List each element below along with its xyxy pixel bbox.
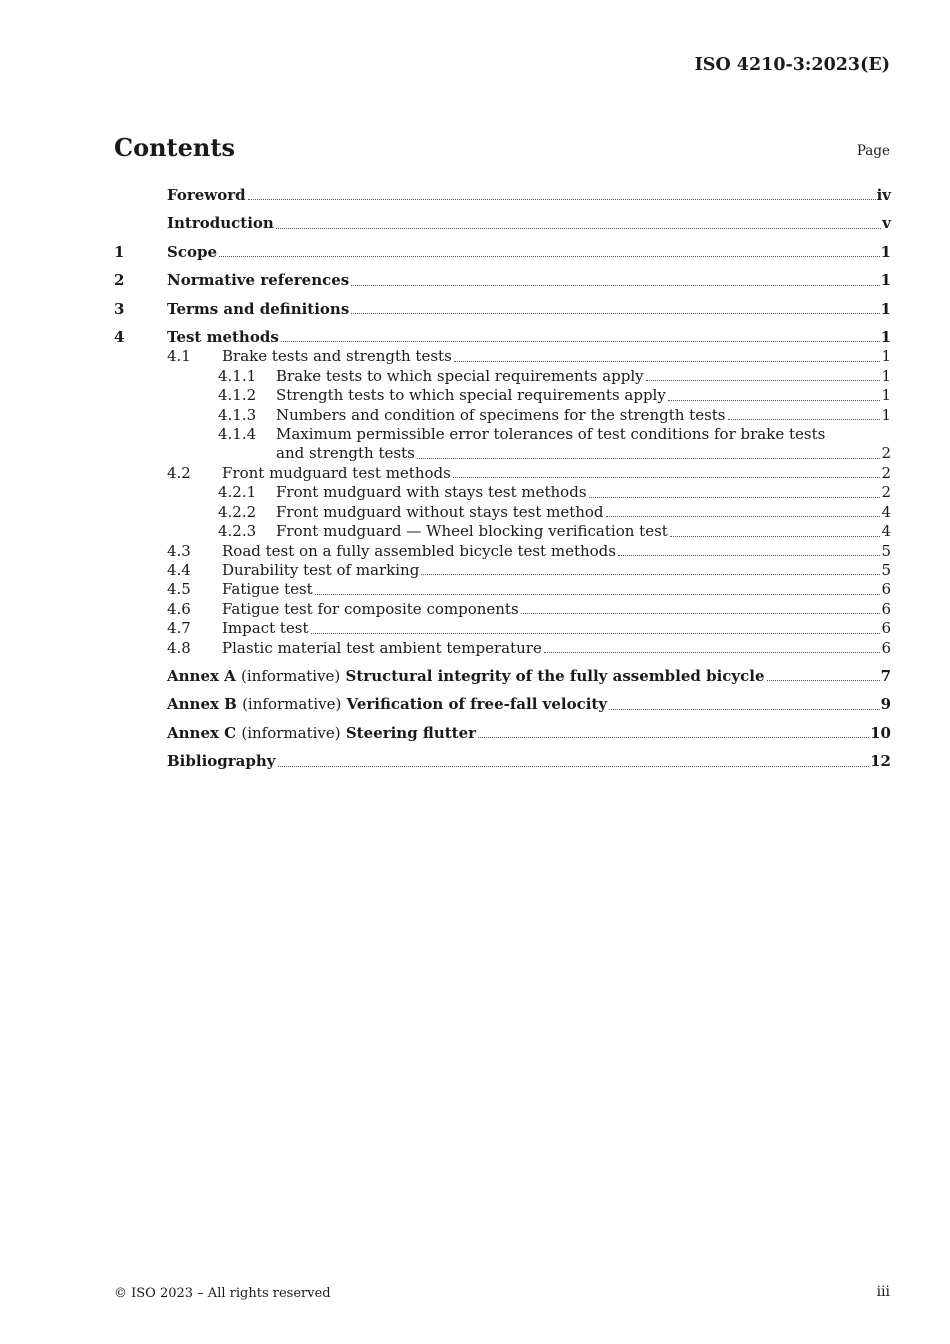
toc-entry[interactable] xyxy=(114,667,891,686)
toc-dot-leader xyxy=(421,574,880,575)
toc-entry-title: Bibliography xyxy=(167,752,276,771)
toc-entry-number: 4 xyxy=(114,328,125,347)
toc-entry-page: 2 xyxy=(881,444,891,463)
toc-dot-leader xyxy=(454,361,881,362)
toc-entry-page: 1 xyxy=(880,299,891,318)
toc-entry-page: 6 xyxy=(881,619,891,638)
toc-entry-page: 6 xyxy=(881,580,891,599)
toc-entry-title: Terms and definitions xyxy=(167,299,350,318)
toc-entry-title: Normative references xyxy=(167,271,350,290)
toc-entry[interactable] xyxy=(114,300,891,319)
toc-entry-title: Fatigue test xyxy=(222,580,313,599)
toc-dot-leader xyxy=(767,680,880,681)
annex-label: Annex B xyxy=(167,695,237,714)
toc-entry-number: 4.5 xyxy=(167,580,191,599)
toc-entry-page: 1 xyxy=(881,366,891,385)
toc-dot-leader xyxy=(544,652,881,653)
toc-entry[interactable] xyxy=(114,580,891,599)
toc-entry[interactable] xyxy=(114,243,891,262)
annex-label: Annex A xyxy=(167,666,236,685)
toc-entry[interactable] xyxy=(114,186,891,205)
toc-entry[interactable] xyxy=(114,328,891,347)
toc-dot-leader xyxy=(351,313,879,314)
toc-entry-page: 4 xyxy=(881,502,891,521)
toc-entry[interactable] xyxy=(114,214,891,233)
toc-dot-leader xyxy=(281,341,880,342)
toc-entry-number: 4.3 xyxy=(167,541,191,560)
toc-entry[interactable] xyxy=(114,600,891,619)
toc-dot-leader xyxy=(311,633,881,634)
annex-informative-label: (informative) xyxy=(242,695,342,714)
toc-dot-leader xyxy=(478,737,869,738)
toc-dot-leader xyxy=(728,419,881,420)
toc-dot-leader xyxy=(248,199,876,200)
toc-dot-leader xyxy=(646,380,881,381)
toc-entry-page: 2 xyxy=(881,483,891,502)
toc-entry[interactable] xyxy=(114,406,891,425)
toc-entry-number: 4.4 xyxy=(167,560,191,579)
toc-entry-page: v xyxy=(882,214,891,233)
toc-dot-leader xyxy=(276,228,881,229)
toc-entry-number: 4.6 xyxy=(167,599,191,618)
toc-entry-page: 4 xyxy=(881,522,891,541)
toc-dot-leader xyxy=(278,766,870,767)
toc-entry-title: Brake tests and strength tests xyxy=(222,347,452,366)
toc-entry-title: Front mudguard — Wheel blocking verification test xyxy=(276,522,668,541)
annex-title: Structural integrity of the fully assembled bicycle xyxy=(345,666,765,685)
toc-entry-title: Impact test xyxy=(222,619,309,638)
toc-entry[interactable] xyxy=(114,522,891,541)
toc-entry[interactable] xyxy=(114,367,891,386)
toc-entry-page: 10 xyxy=(870,723,891,742)
toc-dot-leader xyxy=(609,709,879,710)
toc-entry-page: 2 xyxy=(881,463,891,482)
toc-entry-title: Front mudguard with stays test methods xyxy=(276,483,587,502)
toc-entry-page: 1 xyxy=(880,271,891,290)
toc-entry-continuation[interactable] xyxy=(114,444,891,463)
toc-entry-page: 1 xyxy=(880,328,891,347)
toc-entry-title: Durability test of marking xyxy=(222,560,420,579)
toc-entry-page: iv xyxy=(876,186,891,204)
toc-entry[interactable] xyxy=(114,752,891,771)
toc-entry-page: 7 xyxy=(880,666,891,685)
toc-entry-number: 4.2 xyxy=(167,463,191,482)
toc-dot-leader xyxy=(351,285,879,286)
toc-entry[interactable] xyxy=(114,695,891,714)
toc-entry-page: 1 xyxy=(881,405,891,424)
toc-entry-number: 4.1 xyxy=(167,347,191,366)
toc-entry-number: 3 xyxy=(114,299,125,318)
toc-entry-page: 9 xyxy=(880,695,891,714)
toc-entry-title: Test methods xyxy=(167,328,279,347)
toc-entry[interactable] xyxy=(114,619,891,638)
table-of-contents xyxy=(114,186,891,772)
toc-entry-title: Maximum permissible error tolerances of test conditions for brake tests xyxy=(276,425,826,444)
toc-entry[interactable] xyxy=(114,347,891,366)
toc-entry-number: 4.1.1 xyxy=(218,366,257,385)
toc-entry[interactable] xyxy=(114,425,891,444)
toc-dot-leader xyxy=(315,594,881,595)
contents-heading: Contents xyxy=(114,133,235,162)
toc-entry-title: Strength tests to which special requirements apply xyxy=(276,386,666,405)
toc-entry[interactable] xyxy=(114,542,891,561)
toc-dot-leader xyxy=(453,477,881,478)
toc-entry-number: 4.1.2 xyxy=(218,386,257,405)
toc-entry[interactable] xyxy=(114,561,891,580)
toc-entry[interactable] xyxy=(114,386,891,405)
toc-dot-leader xyxy=(668,400,881,401)
toc-dot-leader xyxy=(670,536,881,537)
toc-entry-page: 6 xyxy=(881,599,891,618)
toc-entry-page: 1 xyxy=(881,386,891,405)
toc-entry-title: Front mudguard test methods xyxy=(222,463,451,482)
toc-entry-number: 4.2.1 xyxy=(218,483,257,502)
toc-entry-page: 12 xyxy=(870,752,891,771)
toc-entry-number: 4.2.3 xyxy=(218,522,257,541)
toc-entry[interactable] xyxy=(114,503,891,522)
toc-entry[interactable] xyxy=(114,639,891,658)
toc-entry-title-continued: and strength tests xyxy=(276,444,415,463)
toc-entry-title xyxy=(167,667,765,686)
toc-dot-leader xyxy=(219,256,880,257)
toc-entry-title: Brake tests to which special requirements apply xyxy=(276,366,644,385)
toc-entry-page: 5 xyxy=(881,560,891,579)
toc-entry-title: Road test on a fully assembled bicycle test methods xyxy=(222,541,616,560)
footer-page-number: iii xyxy=(876,1284,890,1300)
toc-entry-page: 6 xyxy=(881,638,891,657)
toc-entry-title: Numbers and condition of specimens for the strength tests xyxy=(276,405,726,424)
toc-dot-leader xyxy=(589,497,881,498)
toc-entry-number: 4.7 xyxy=(167,619,191,638)
annex-label: Annex C xyxy=(167,723,237,742)
toc-entry-title: Front mudguard without stays test method xyxy=(276,502,604,521)
annex-informative-label: (informative) xyxy=(241,666,341,685)
toc-entry-title xyxy=(167,695,607,714)
toc-entry-title: Foreword xyxy=(167,186,246,204)
toc-entry[interactable] xyxy=(114,464,891,483)
annex-title: Steering flutter xyxy=(345,723,477,742)
toc-entry-title xyxy=(167,724,476,743)
toc-entry-page: 5 xyxy=(881,541,891,560)
toc-entry-number: 4.8 xyxy=(167,638,191,657)
footer-copyright: © ISO 2023 – All rights reserved xyxy=(114,1286,331,1301)
annex-informative-label: (informative) xyxy=(241,723,341,742)
toc-dot-leader xyxy=(521,613,881,614)
annex-title: Verification of free-fall velocity xyxy=(346,695,608,714)
toc-dot-leader xyxy=(618,555,880,556)
toc-entry-number: 4.2.2 xyxy=(218,502,257,521)
toc-entry-number: 4.1.4 xyxy=(218,425,257,444)
toc-dot-leader xyxy=(606,516,881,517)
toc-entry-page: 1 xyxy=(881,347,891,366)
toc-entry[interactable] xyxy=(114,271,891,290)
toc-entry-number: 1 xyxy=(114,242,125,261)
page-column-label: Page xyxy=(856,143,890,159)
toc-entry-page: 1 xyxy=(880,242,891,261)
toc-entry[interactable] xyxy=(114,483,891,502)
toc-entry-title: Fatigue test for composite components xyxy=(222,599,519,618)
toc-entry-number: 2 xyxy=(114,271,125,290)
toc-entry-title: Scope xyxy=(167,242,218,261)
toc-entry-number: 4.1.3 xyxy=(218,405,257,424)
toc-dot-leader xyxy=(417,458,881,459)
toc-entry[interactable] xyxy=(114,724,891,743)
toc-entry-title: Plastic material test ambient temperature xyxy=(222,638,542,657)
document-id: ISO 4210-3:2023(E) xyxy=(694,55,890,75)
toc-entry-title: Introduction xyxy=(167,214,274,233)
